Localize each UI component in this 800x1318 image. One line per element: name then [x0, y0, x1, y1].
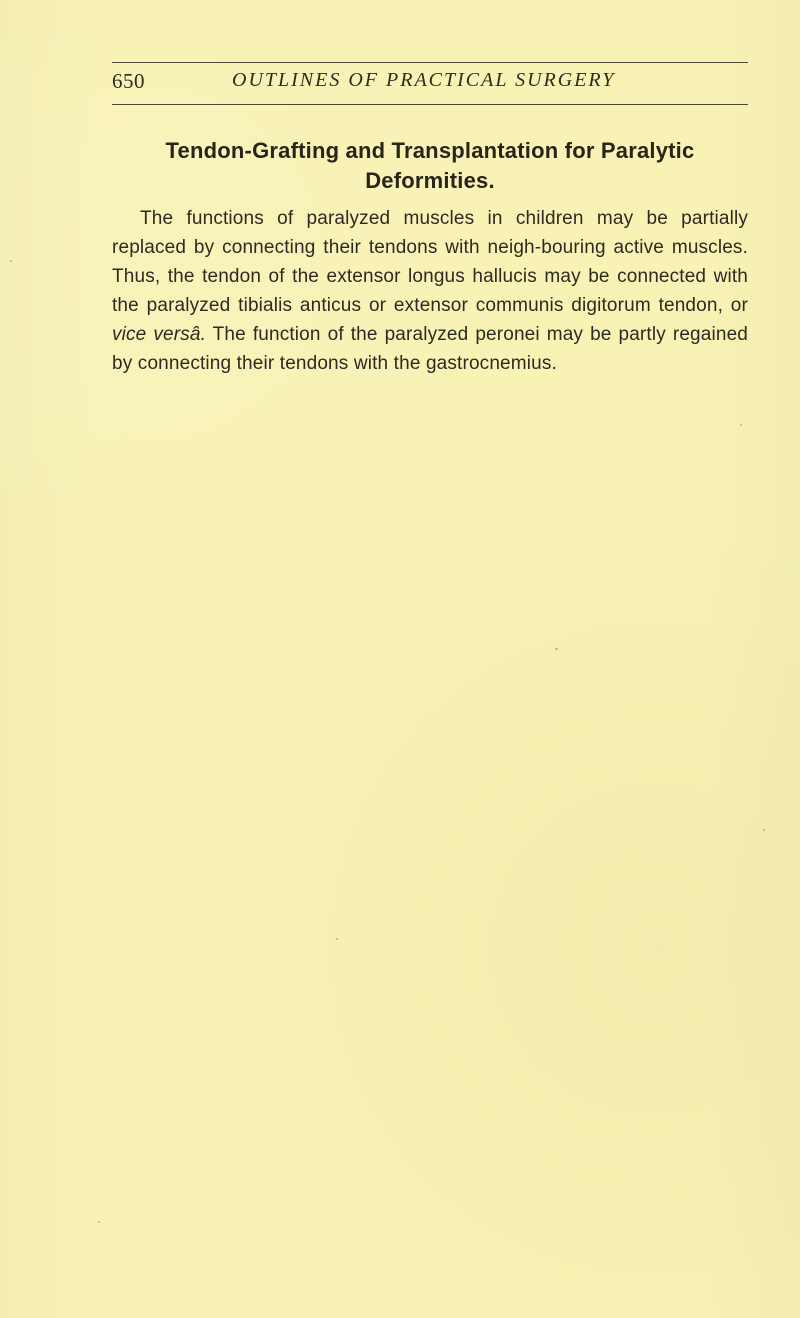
header-top-rule [112, 62, 748, 63]
paper-speck [763, 829, 765, 831]
body-text-part-2: The function of the paralyzed peronei may be partly regained by connecting their tendons with the gastrocnemius. [112, 324, 748, 374]
body-text-part-1: The functions of paralyzed muscles in children may be partially replaced by connecting their tendons with neigh-bouring active muscles. Thus, the tendon of the extensor longus hallucis may be connected with the paralyzed tibialis anticus or extensor communis digitorum tendon, or [112, 208, 748, 316]
italic-phrase: vice versâ. [112, 324, 207, 345]
running-head: OUTLINES OF PRACTICAL SURGERY [232, 69, 616, 91]
paper-speck [10, 260, 12, 262]
header-bottom-rule [112, 104, 748, 105]
paper-speck [336, 938, 338, 940]
paper-speck [98, 1221, 100, 1223]
page-number: 650 [112, 69, 145, 93]
section-title: Tendon-Grafting and Transplantation for Paralytic Deformities. [165, 138, 695, 193]
paper-speck [740, 424, 742, 426]
paper-speck [555, 648, 558, 650]
body-paragraph [112, 204, 748, 378]
